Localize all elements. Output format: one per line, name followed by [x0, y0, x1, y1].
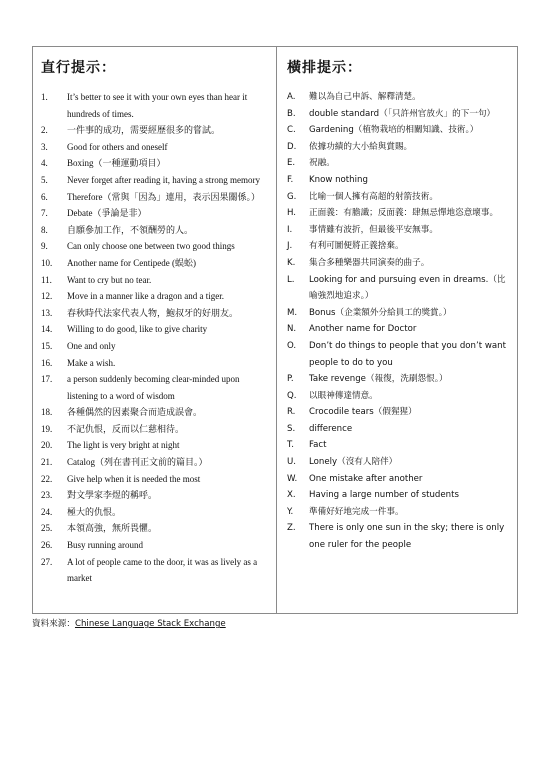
horizontal-clue-text: 以眼神傳達情意。	[309, 390, 378, 401]
horizontal-clue-number: N.	[287, 324, 297, 335]
vertical-clue-item	[39, 355, 270, 372]
vertical-clue-item	[39, 238, 270, 255]
horizontal-clue-item	[285, 454, 511, 471]
vertical-clue-number: 10.	[41, 257, 53, 268]
vertical-clues-heading: 直行提示：	[41, 60, 116, 76]
horizontal-clue-item	[285, 338, 511, 371]
vertical-clue-item	[39, 139, 270, 156]
vertical-clue-text: 各種偶然的因素聚合而造成誤會。	[67, 407, 203, 418]
horizontal-clue-text: Lonely（沒有人陪伴）	[309, 457, 398, 468]
vertical-clue-text: 一件事的成功，需要經歷很多的嘗試。	[67, 125, 221, 136]
vertical-clue-item	[39, 421, 270, 438]
horizontal-clue-number: P.	[287, 374, 294, 385]
horizontal-clue-number: X.	[287, 490, 296, 501]
vertical-clue-text: Therefore（常與「因為」連用，表示因果關係。）	[67, 191, 260, 202]
vertical-clue-text: Willing to do good, like to give charity	[67, 324, 208, 335]
horizontal-clue-text: 正面義：有膽識；反面義：肆無忌憚地恣意壞事。	[309, 208, 499, 219]
horizontal-clue-number: Y.	[287, 506, 294, 517]
horizontal-clue-number: A.	[287, 92, 296, 102]
horizontal-clue-text: One mistake after another	[309, 473, 423, 484]
horizontal-clue-number: Q.	[287, 390, 297, 401]
vertical-clue-text: 自願參加工作，不領酬勞的人。	[67, 224, 194, 235]
vertical-clue-item	[39, 155, 270, 172]
horizontal-clue-item	[285, 371, 511, 388]
horizontal-clue-number: M.	[287, 307, 298, 318]
vertical-clue-text: One and only	[67, 340, 116, 351]
vertical-clue-item	[39, 520, 270, 537]
horizontal-clue-item	[285, 520, 511, 553]
horizontal-clue-number: Z.	[287, 523, 296, 534]
horizontal-clue-number: S.	[287, 423, 296, 434]
vertical-clue-number: 5.	[41, 174, 48, 185]
horizontal-clue-text: Crocodile tears（假猩猩）	[309, 407, 417, 418]
horizontal-clue-text: 比喻一個人擁有高超的射箭技術。	[309, 191, 438, 202]
vertical-clue-text: Boxing（一種運動項目）	[67, 158, 166, 169]
horizontal-clue-item	[285, 421, 511, 438]
vertical-clue-text: a person suddenly becoming clear-minded upon listening to a word of wisdom	[67, 374, 240, 401]
vertical-clue-number: 21.	[41, 457, 53, 468]
horizontal-clue-number: K.	[287, 257, 296, 268]
vertical-clue-number: 23.	[41, 490, 53, 501]
horizontal-clue-number: F.	[287, 174, 294, 185]
vertical-clue-text: Good for others and oneself	[67, 141, 168, 152]
vertical-clue-item	[39, 554, 270, 587]
horizontal-clues-heading: 橫排提示：	[287, 60, 362, 76]
vertical-clue-item	[39, 122, 270, 139]
horizontal-clue-item	[285, 122, 511, 139]
horizontal-clue-number: O.	[287, 340, 297, 351]
horizontal-clue-number: G.	[287, 191, 297, 202]
vertical-clue-item	[39, 305, 270, 322]
vertical-clue-item	[39, 437, 270, 454]
horizontal-clue-text: 事情雖有波折，但最後平安無事。	[309, 224, 438, 235]
horizontal-clue-item	[285, 222, 511, 239]
horizontal-clue-number: R.	[287, 407, 296, 418]
vertical-clue-text: 不記仇恨，反而以仁慈相待。	[67, 423, 185, 434]
vertical-clue-number: 25.	[41, 523, 53, 534]
source-note	[32, 617, 226, 629]
vertical-clue-item	[39, 471, 270, 488]
vertical-clue-number: 9.	[41, 241, 48, 252]
vertical-clue-number: 14.	[41, 324, 53, 335]
vertical-clue-item	[39, 404, 270, 421]
horizontal-clue-number: H.	[287, 208, 297, 219]
vertical-clue-text: Catalog（列在書刊正文前的篇目。）	[67, 457, 208, 468]
vertical-clue-text: Debate（爭論是非）	[67, 208, 147, 219]
vertical-clue-number: 1.	[41, 92, 48, 102]
vertical-clue-number: 17.	[41, 374, 53, 385]
horizontal-clue-item	[285, 189, 511, 206]
vertical-clue-item	[39, 172, 270, 189]
vertical-clue-number: 16.	[41, 357, 53, 368]
vertical-clue-item	[39, 338, 270, 355]
vertical-clue-number: 26.	[41, 540, 53, 551]
vertical-clue-number: 24.	[41, 506, 53, 517]
vertical-clue-number: 13.	[41, 307, 53, 318]
horizontal-clue-item	[285, 437, 511, 454]
vertical-clues-list	[39, 89, 270, 587]
horizontal-clue-text: Don’t do things to people that you don’t want people to do to you	[309, 340, 506, 368]
vertical-clue-item	[39, 288, 270, 305]
vertical-clue-text: 極大的仇恨。	[67, 506, 122, 517]
clues-table	[32, 46, 518, 614]
vertical-clue-number: 3.	[41, 141, 48, 152]
vertical-clue-text: Another name for Centipede (蜈蚣)	[67, 257, 196, 268]
vertical-clue-number: 12.	[41, 291, 53, 302]
horizontal-clue-text: 準備好好地完成一件事。	[309, 506, 404, 517]
horizontal-clue-text: 集合多種樂器共同演奏的曲子。	[309, 257, 430, 268]
vertical-clue-item	[39, 189, 270, 206]
horizontal-clue-number: J.	[287, 241, 293, 252]
vertical-clue-text: The light is very bright at night	[67, 440, 180, 451]
horizontal-clue-text: 祝融。	[309, 158, 335, 169]
horizontal-clue-number: U.	[287, 457, 297, 468]
horizontal-clue-text: There is only one sun in the sky; there is only one ruler for the people	[309, 523, 505, 551]
horizontal-clues-column	[277, 47, 517, 613]
vertical-clue-text: Give help when it is needed the most	[67, 473, 201, 484]
vertical-clue-text: Want to cry but no tear.	[67, 274, 152, 285]
vertical-clue-number: 11.	[41, 274, 52, 285]
horizontal-clue-item	[285, 272, 511, 305]
horizontal-clue-item	[285, 238, 511, 255]
vertical-clue-number: 20.	[41, 440, 53, 451]
horizontal-clue-item	[285, 205, 511, 222]
vertical-clue-number: 7.	[41, 208, 48, 219]
vertical-clue-item	[39, 255, 270, 272]
source-link[interactable]: Chinese Language Stack Exchange	[74, 619, 226, 629]
horizontal-clue-item	[285, 89, 511, 106]
horizontal-clue-text: 依據功績的大小給與賞賜。	[309, 141, 413, 152]
vertical-clue-item	[39, 272, 270, 289]
horizontal-clue-item	[285, 172, 511, 189]
vertical-clue-text: 對文學家李煜的稱呼。	[67, 490, 158, 501]
vertical-clue-item	[39, 321, 270, 338]
horizontal-clue-number: E.	[287, 158, 296, 169]
vertical-clue-number: 2.	[41, 125, 48, 136]
horizontal-clue-text: double standard（「只許州官放火」的下一句）	[309, 108, 496, 119]
vertical-clue-item	[39, 454, 270, 471]
horizontal-clues-list	[285, 89, 511, 554]
vertical-clue-item	[39, 205, 270, 222]
horizontal-clue-item	[285, 487, 511, 504]
vertical-clue-item	[39, 487, 270, 504]
vertical-clue-number: 27.	[41, 556, 53, 567]
horizontal-clue-text: Having a large number of students	[309, 490, 459, 501]
horizontal-clue-item	[285, 139, 511, 156]
horizontal-clue-number: I.	[287, 224, 293, 235]
horizontal-clue-text: Know nothing	[309, 174, 368, 185]
horizontal-clue-number: T.	[287, 440, 294, 451]
vertical-clue-text: Busy running around	[67, 540, 143, 551]
vertical-clue-number: 4.	[41, 158, 48, 169]
horizontal-clue-item	[285, 155, 511, 172]
vertical-clue-number: 15.	[41, 340, 53, 351]
horizontal-clue-item	[285, 255, 511, 272]
horizontal-clue-item	[285, 388, 511, 405]
horizontal-clue-text: 難以為自己申訴、解釋清楚。	[309, 92, 421, 102]
vertical-clue-text: Can only choose one between two good things	[67, 241, 235, 252]
horizontal-clue-item	[285, 321, 511, 338]
vertical-clue-text: It’s better to see it with your own eyes than hear it hundreds of times.	[67, 92, 248, 119]
vertical-clue-text: Never forget after reading it, having a strong memory	[67, 174, 261, 185]
horizontal-clue-item	[285, 305, 511, 322]
horizontal-clue-text: Gardening（植物栽培的相關知識、技術。）	[309, 125, 479, 136]
vertical-clue-text: Move in a manner like a dragon and a tiger.	[67, 291, 224, 302]
horizontal-clue-number: D.	[287, 141, 297, 152]
vertical-clue-text: A lot of people came to the door, it was as lively as a market	[67, 556, 258, 584]
horizontal-clue-text: Looking for and pursuing even in dreams.（比喻強烈地追求。）	[309, 274, 506, 302]
vertical-clue-number: 19.	[41, 423, 53, 434]
horizontal-clue-item	[285, 504, 511, 521]
vertical-clue-item	[39, 537, 270, 554]
horizontal-clue-number: B.	[287, 108, 296, 119]
horizontal-clue-item	[285, 471, 511, 488]
horizontal-clue-text: Take revenge（報復，洗刷怨恨。）	[309, 374, 448, 385]
horizontal-clue-text: difference	[309, 423, 353, 434]
vertical-clue-text: 本領高強，無所畏懼。	[67, 523, 158, 534]
horizontal-clue-number: W.	[287, 473, 298, 484]
source-label: 資料來源：	[32, 619, 75, 629]
vertical-clue-text: 春秋時代法家代表人物，鮑叔牙的好朋友。	[67, 307, 239, 318]
vertical-clue-text: Make a wish.	[67, 357, 116, 368]
vertical-clue-item	[39, 222, 270, 239]
horizontal-clue-text: Bonus（企業額外分給員工的獎賞。）	[309, 307, 452, 318]
vertical-clue-number: 6.	[41, 191, 48, 202]
vertical-clue-number: 18.	[41, 407, 53, 418]
vertical-clue-number: 8.	[41, 224, 48, 235]
vertical-clue-item	[39, 371, 270, 404]
vertical-clue-number: 22.	[41, 473, 53, 484]
vertical-clue-item	[39, 89, 270, 122]
vertical-clues-column	[33, 47, 277, 613]
horizontal-clue-item	[285, 404, 511, 421]
horizontal-clue-text: Another name for Doctor	[309, 324, 417, 335]
horizontal-clue-text: 有利可圖便將正義捨棄。	[309, 241, 404, 252]
horizontal-clue-item	[285, 106, 511, 123]
horizontal-clue-text: Fact	[309, 440, 327, 451]
vertical-clue-item	[39, 504, 270, 521]
horizontal-clue-number: L.	[287, 274, 295, 285]
horizontal-clue-number: C.	[287, 125, 296, 136]
